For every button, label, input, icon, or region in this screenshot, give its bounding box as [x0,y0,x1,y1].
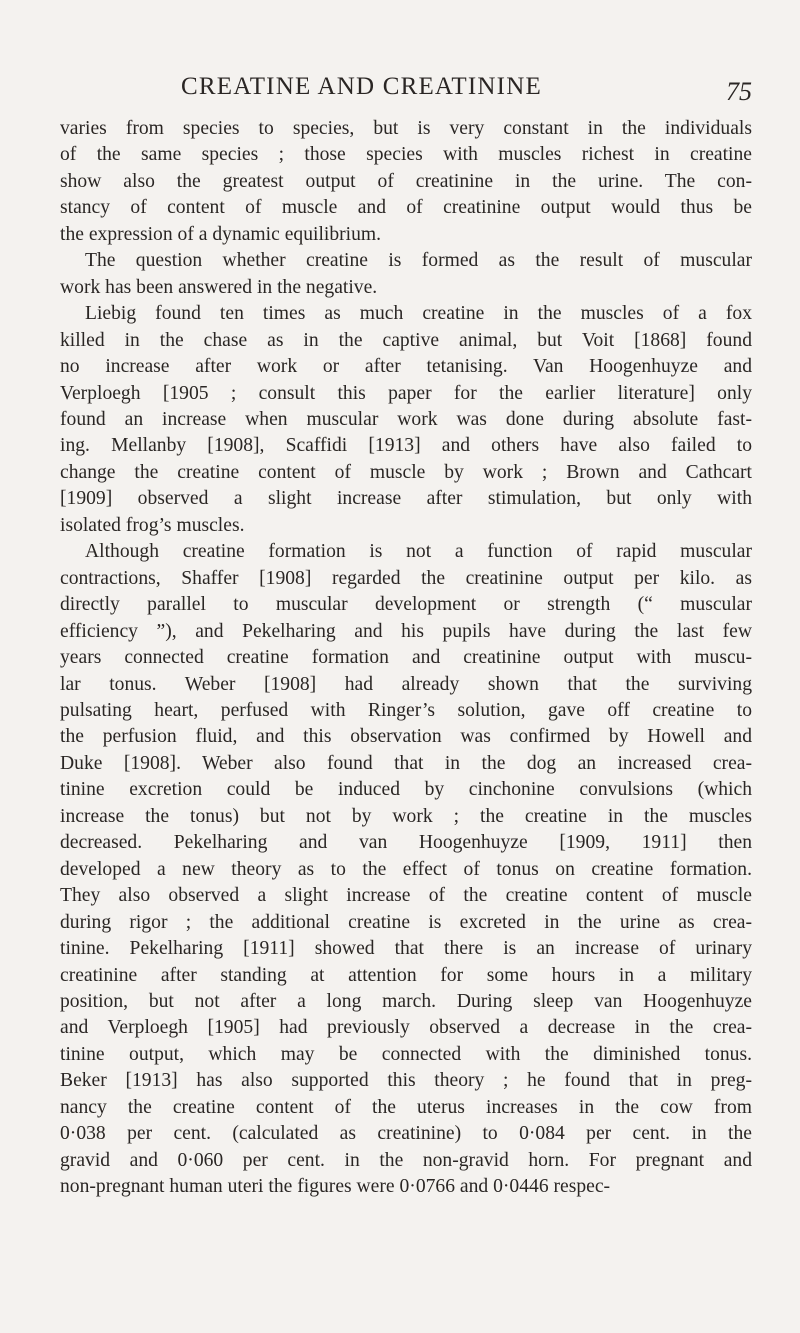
running-title: CREATINE AND CREATININE [181,73,542,100]
text-line: gravid and 0·060 per cent. in the non-gravid horn. For pregnant and [60,1149,752,1171]
text-line: during rigor ; the additional creatine is excreted in the urine as crea- [60,911,752,933]
text-line: The question whether creatine is formed as the result of muscular [85,250,752,272]
text-line: efficiency ”), and Pekelharing and his pupils have during the last few [60,620,752,642]
text-line: They also observed a slight increase of the creatine content of muscle [60,885,752,907]
text-line: found an increase when muscular work was done during absolute fast- [60,408,752,430]
text-line: decreased. Pekelharing and van Hoogenhuyze [1909, 1911] then [60,832,752,854]
text-line: Verploegh [1905 ; consult this paper for the earlier literature] only [60,382,752,404]
text-line: non-pregnant human uteri the figures were 0·0766 and 0·0446 respec- [60,1176,611,1198]
text-line: position, but not after a long march. During sleep van Hoogenhuyze [60,990,752,1012]
text-line: Liebig found ten times as much creatine in the muscles of a fox [85,303,752,325]
text-line: no increase after work or after tetanising. Van Hoogenhuyze and [60,356,752,378]
text-line: tinine excretion could be induced by cinchonine convulsions (which [60,779,752,801]
text-line: killed in the chase as in the captive animal, but Voit [1868] found [60,329,752,351]
text-line: [1909] observed a slight increase after stimulation, but only with [60,488,752,510]
body-text [60,116,752,1201]
text-line: tinine output, which may be connected with the diminished tonus. [60,1043,752,1065]
text-line: the perfusion fluid, and this observation was confirmed by Howell and [60,726,752,748]
text-line: the expression of a dynamic equilibrium. [60,223,382,245]
text-line: directly parallel to muscular development or strength (“ muscular [60,594,752,616]
text-line: Beker [1913] has also supported this theory ; he found that in preg- [60,1070,752,1092]
text-line: and Verploegh [1905] had previously observed a decrease in the crea- [60,1017,752,1039]
text-line: tinine. Pekelharing [1911] showed that there is an increase of urinary [60,938,752,960]
text-line: nancy the creatine content of the uterus increases in the cow from [60,1096,752,1118]
text-line: lar tonus. Weber [1908] had already shown that the surviving [60,673,752,695]
text-line: Duke [1908]. Weber also found that in the dog an increased crea- [60,752,752,774]
text-line: creatinine after standing at attention for some hours in a military [60,964,752,986]
text-line: contractions, Shaffer [1908] regarded the creatinine output per kilo. as [60,567,752,589]
text-line: show also the greatest output of creatinine in the urine. The con- [60,170,752,192]
text-line: developed a new theory as to the effect of tonus on creatine formation. [60,858,752,880]
text-line: change the creatine content of muscle by work ; Brown and Cathcart [60,461,752,483]
running-head [0,73,800,113]
text-line: ing. Mellanby [1908], Scaffidi [1913] and others have also failed to [60,435,752,457]
text-line: work has been answered in the negative. [60,276,378,298]
text-line: Although creatine formation is not a function of rapid muscular [85,541,752,563]
text-line: years connected creatine formation and creatinine output with muscu- [60,647,752,669]
text-line: of the same species ; those species with muscles richest in creatine [60,144,752,166]
text-line: isolated frog’s muscles. [60,514,245,536]
text-line: stancy of content of muscle and of creatinine output would thus be [60,197,752,219]
text-line: varies from species to species, but is very constant in the individuals [60,118,752,139]
text-line: increase the tonus) but not by work ; the creatine in the muscles [60,805,752,827]
page-number: 75 [726,77,752,106]
text-line: pulsating heart, perfused with Ringer’s solution, gave off creatine to [60,699,752,721]
text-line: 0·038 per cent. (calculated as creatinine) to 0·084 per cent. in the [60,1123,752,1145]
